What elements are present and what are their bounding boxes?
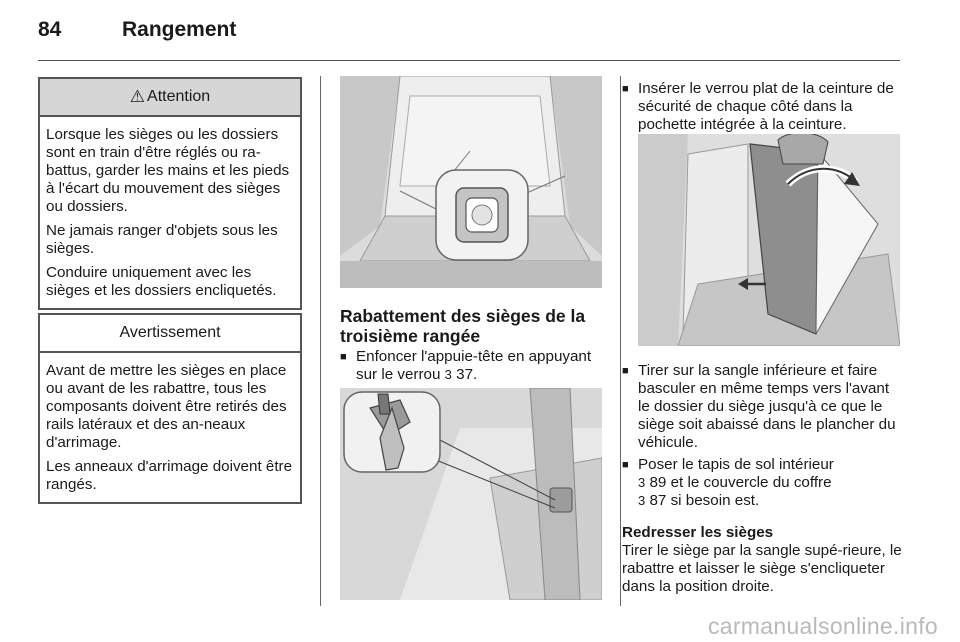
avertissement-title: Avertissement	[119, 324, 221, 341]
raise-seats-section	[622, 524, 902, 596]
bullet-text-belt-latch: Insérer le verrou plat de la ceinture de sécurité de chaque côté dans la pochette intégrée à la ceinture.	[638, 80, 894, 133]
attention-box-header	[40, 79, 300, 117]
avertissement-paragraph-1: Avant de mettre les sièges en place ou avant de les rabattre, tous les composants doivent être retirés des rails latéraux et des an-neaux d'arrimage.	[46, 362, 287, 451]
page-ref-89[interactable]: 89 et le couvercle du coffre	[649, 474, 832, 491]
page-title: Rangement	[122, 18, 237, 41]
arrow-reference-icon: 3	[444, 367, 452, 382]
bullet-text-pull-strap: Tirer sur la sangle inférieure et faire basculer en même temps vers l'avant le dossier du siège jusqu'à ce que le siège soit abaissé dans le plancher du véhicule.	[638, 362, 896, 451]
attention-paragraph-3: Conduire uniquement avec les sièges et les dossiers encliquetés.	[46, 264, 277, 299]
avertissement-box-header	[40, 315, 300, 353]
list-item-belt-latch	[622, 80, 904, 134]
avertissement-box-body	[40, 353, 300, 502]
section-heading: Rabattement des sièges de la troisième rangée	[340, 306, 586, 346]
bullet-text-headrest: Enfoncer l'appuie-tête en appuyant sur le verrou	[356, 348, 592, 383]
page-ref-37[interactable]: 37.	[456, 366, 478, 383]
avertissement-paragraph-2: Les anneaux d'arrimage doivent être rangés.	[46, 458, 293, 493]
attention-box-body	[40, 117, 300, 308]
page-header	[38, 18, 236, 48]
attention-title: Attention	[147, 88, 211, 105]
column-divider-right	[620, 76, 621, 606]
column-divider-left	[320, 76, 321, 606]
avertissement-box	[38, 313, 302, 504]
attention-paragraph-1: Lorsque les sièges ou les dossiers sont en train d'être réglés ou ra-battus, garder les mains et les pieds à l'écart du mouvement des sièges ou dossiers.	[46, 126, 290, 215]
watermark: carmanualsonline.info	[707, 613, 938, 639]
bullet-text-floor-mat: Poser le tapis de sol intérieur	[638, 456, 834, 473]
list-item-floor-mat	[622, 456, 904, 510]
attention-box	[38, 77, 302, 310]
page-number: 84	[38, 18, 62, 41]
list-item-headrest	[340, 348, 606, 384]
attention-paragraph-2: Ne jamais ranger d'objets sous les sièges.	[46, 222, 278, 257]
trunk-seat-lock-illustration	[340, 76, 602, 288]
page-ref-87[interactable]: 87 si besoin est.	[649, 492, 760, 509]
arrow-reference-icon: 3	[638, 475, 646, 490]
seat-folding-illustration	[638, 134, 900, 346]
list-item-pull-strap	[622, 362, 904, 452]
raise-seats-text: Tirer le siège par la sangle supé-rieure, le rabattre et laisser le siège s'encliqueter dans la position droite.	[622, 542, 902, 595]
header-rule	[38, 60, 900, 61]
arrow-reference-icon: 3	[638, 493, 646, 508]
warning-triangle-icon: ⚠	[129, 87, 146, 106]
seatbelt-latch-illustration	[340, 388, 602, 600]
subheading-raise-seats: Redresser les sièges	[622, 524, 774, 541]
